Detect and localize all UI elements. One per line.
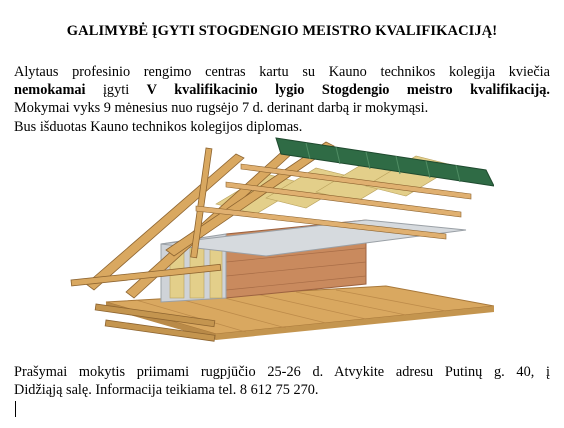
intro-line-2 <box>14 81 550 99</box>
footer-paragraph <box>14 363 550 399</box>
page-title: GALIMYBĖ ĮGYTI STOGDENGIO MEISTRO KVALIFIKACIJĄ! <box>66 23 498 39</box>
intro-paragraph <box>14 63 550 117</box>
text-cursor <box>15 401 16 417</box>
emphasis-qualification: V kvalifikacinio lygio Stogdengio meistro kvalifikaciją. <box>146 82 550 98</box>
diploma-line: Bus išduotas Kauno technikos kolegijos diplomas. <box>14 119 303 135</box>
footer-line-2: Didžiąją salę. Informacija teikiama tel. 8 612 75 270. <box>14 382 319 398</box>
intro-line-3: Mokymai vyks 9 mėnesius nuo rugsėjo 7 d. derinant darbą ir mokymąsi. <box>14 100 429 116</box>
footer-line-1: Prašymai mokytis priimami rugpjūčio 25-26 d. Atvykite adresu Putinų g. 40, į <box>14 364 550 380</box>
intro-line-1: Alytaus profesinio rengimo centras kartu su Kauno technikos kolegija kviečia <box>14 64 550 80</box>
intro-mid-text: įgyti <box>85 82 147 98</box>
roof-structure-illustration <box>66 134 494 348</box>
emphasis-free: nemokamai <box>14 82 86 98</box>
